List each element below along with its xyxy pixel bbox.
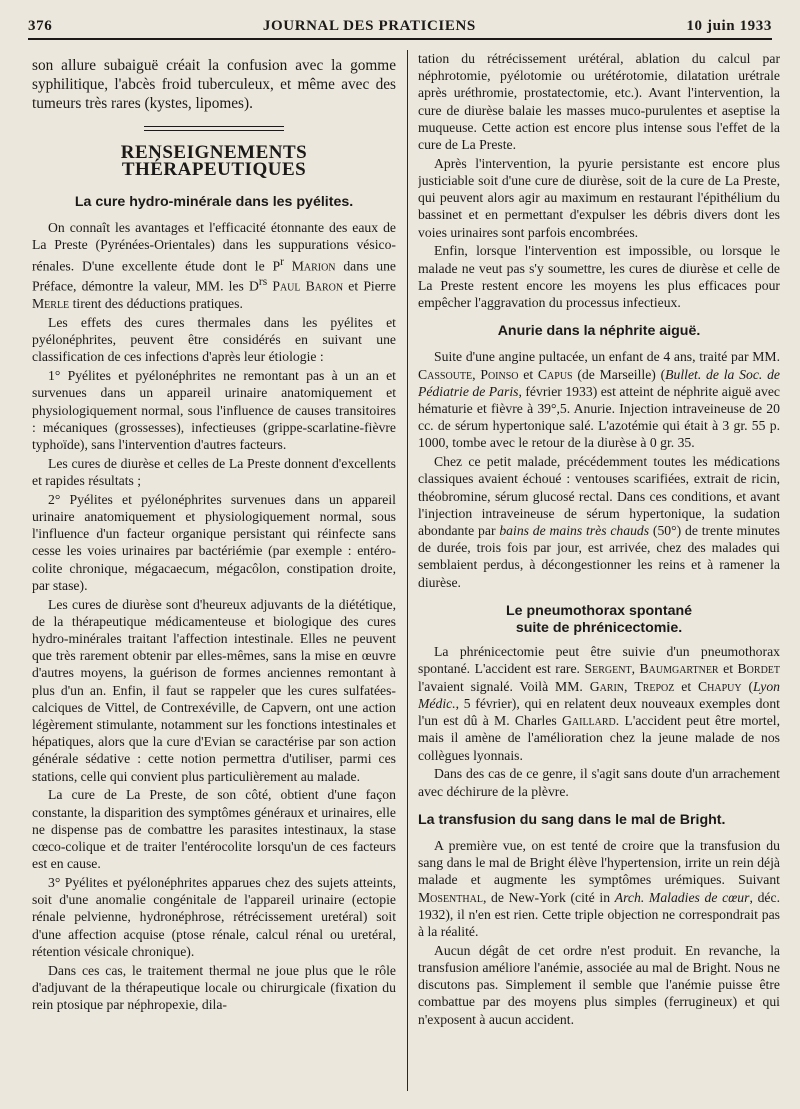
author-name: Paul Baron [272, 278, 344, 294]
column-divider [407, 50, 408, 1091]
paragraph: Suite d'une angine pultacée, un enfant de 4 ans, traité par MM. Cassoute, Poinso et Capus (de Marseille) (Bullet. de la Soc. de Pédiatrie de Paris, février 1933) est atteint de néphrite aiguë avec hématurie et fièvre à 39°,5. Anurie. Injection intraveineuse de 20 cc. de sérum hypertonique salé. L'azotémie qui était à 3 gr. 55 p. 1000, tombe avec le retour de la diurèse à 0 gr. 35. [418, 349, 780, 451]
paragraph: 2° Pyélites et pyélonéphrites survenues dans un appareil urinaire anatomiquement et physiologiquement normal, sous l'influence d'un facteur organique persistant qui réinfecte sans cesse les voies urinaires par bactériémie (par exemple : entéro-colite chronique, mégacaecum, mégacôlon, constipation droite, par stase). [32, 491, 396, 593]
page-number: 376 [28, 17, 53, 34]
paragraph: Dans ces cas, le traitement thermal ne joue plus que le rôle d'adjuvant de la thérapeutique locale ou chirurgicale (fixation du rein ptosique par néphropexie, dila- [32, 962, 396, 1013]
paragraph: tation du rétrécissement urétéral, ablation du calcul par néphrotomie, pyélotomie ou urétérotomie, dilatation urétrale après uréthromie, prostatectomie, etc.). Avant l'intervention, la cure de diurèse balaie les masses muco-purulentes et aseptise la muqueuse. Cette action est encore plus intense sous l'effet de la cure de La Preste. [418, 51, 780, 153]
paragraph: A première vue, on est tenté de croire que la transfusion du sang dans le mal de Bright élève l'hypertension, irrite un rein déjà malade et augmente les symptômes urémiques. Suivant Mosenthal, de New-York (cité in Arch. Maladies de cœur, déc. 1932), il n'en est rien. Cette triple objection ne correspondrait pas à la réalité. [418, 837, 780, 939]
author-name: Capus [537, 366, 573, 382]
paragraph: Dans des cas de ce genre, il s'agit sans doute d'un arrachement avec déchirure de la plèvre. [418, 766, 780, 799]
author-name: Poinso [480, 366, 519, 382]
paragraph: Chez ce petit malade, précédemment toutes les médications classiques avaient échoué : ventouses scarifiées, extrait de ricin, théobromine, sérum glucosé rectal. Dans ces conditions, et avant l'injection intraveineuse de sérum hypertonique, la sudation abondante par bains de mains très chauds (50°) de trente minutes de durée, trois fois par jour, est arrivée, chez des malades qui semblaient perdus, à décongestionner les reins et à ramener la diurèse. [418, 454, 780, 590]
subtitle-anurie: Anurie dans la néphrite aiguë. [497, 323, 701, 340]
paragraph: Aucun dégât de cet ordre n'est produit. En revanche, la transfusion améliore l'anémie, associée au mal de Bright. Nous ne discutons pas. Simplement il semble que l'anémie puisse être combattue par des moyens plus simples (ferrugineux) et qui n'exposent à aucun accident. [418, 942, 780, 1027]
paragraph: Enfin, lorsque l'intervention est impossible, ou lorsque le malade ne veut pas s'y soumettre, les cures de diurèse et celle de La Preste restent encore les moyens les plus efficaces pour empêcher l'aggravation du processus infectieux. [418, 243, 780, 311]
section-title: RENSEIGNEMENTS THÉRAPEUTIQUES [120, 141, 308, 180]
page-header [28, 14, 772, 38]
author-name: Merle [32, 296, 70, 312]
journal-reference: Arch. Maladies de cœur [614, 889, 750, 905]
paragraph: La cure de La Preste, de son côté, obtient d'une façon constante, la disparition des symptômes généraux et urinaires, elle ne dispense pas de combattre les parasites intestinaux, la stase cœco-colique et de traiter l'entérocolite lorsqu'un de ces facteurs est en cause. [32, 787, 396, 872]
paragraph: 3° Pyélites et pyélonéphrites apparues chez des sujets atteints, soit d'une anomalie congénitale de l'appareil urinaire (ectopie rénale pelvienne, hydronéphrose, rétrécissement uretéral) soit d'une affection acquise (ptose rénale, calcul rénal ou uretéral, rétention vésicale chronique). [32, 875, 396, 959]
subtitle-pneumothorax: Le pneumothorax spontané suite de phrénicectomie. [505, 602, 693, 637]
subtitle-transfusion: La transfusion du sang dans le mal de Bright. [418, 811, 726, 828]
article-tail: son allure subaiguë créait la confusion avec la gomme syphilitique, l'abcès froid tuberculeux, et même avec des tumeurs très rares (kystes, lipomes). [32, 57, 396, 113]
subtitle-pyelites: La cure hydro-minérale dans les pyélites. [74, 194, 354, 211]
paragraph: 1° Pyélites et pyélonéphrites ne remontant pas à un an et survenues dans un appareil urinaire anatomiquement et physiologiquement normal, sous l'influence de causes transitoires : mécaniques (grossesses), infectieuses (grippe-scarlatine-fièvre typhoïde), sans l'intervention d'autres facteurs. [32, 368, 396, 452]
journal-title: JOURNAL DES PRATICIENS [262, 17, 476, 34]
author-name: Marion [291, 258, 336, 274]
issue-date: 10 juin 1933 [686, 17, 772, 34]
paragraph: La phrénicectomie peut être suivie d'un pneumothorax spontané. L'accident est rare. Sergent, Baumgartner et Bordet l'avaient signalé. Voilà MM. Garin, Trepoz et Chapuy (Lyon Médic., 5 février), qui en relatent deux nouveaux exemples dont l'un est dû à M. Charles Gaillard. L'accident peut être mortel, mais il amène de l'amélioration chez la jeune malade de nos collègues lyonnais. [418, 644, 780, 763]
left-column [32, 56, 396, 1099]
paragraph: Après l'intervention, la pyurie persistante est encore plus justiciable soit d'une cure de diurèse, soit de la cure de La Preste, qui peuvent alors agir au maximum en restaurant l'épithélium du bassinet et en permettant d'expulser les débris divers dont les voies urinaires sont parfois encombrées. [418, 155, 780, 240]
header-rule [28, 38, 772, 40]
section-ornament [144, 126, 284, 134]
paragraph: Les cures de diurèse sont d'heureux adjuvants de la diététique, de la thérapeutique médicamenteuse et biologique des cures hydro-minérales traitant l'affection intestinale. Elles ne peuvent que très rarement obtenir par elles-mêmes, sans la mise en œuvre d'autres moyens, la guérison de formes anciennes remontant à plus d'un an. Enfin, il faut se rappeler que les cures sulfatées-calciques de Vittel, de Contrexéville, de Capvern, ont une action légèrement stimulante, notamment sur les fonctions intestinales et hépatiques, alors que la cure d'Evian se caractérise par son action générale sédative : cette notion permettra d'utiliser, parmi ces stations, celle qui convient plus particulièrement au malade. [32, 596, 396, 784]
paragraph: On connaît les avantages et l'efficacité étonnante des eaux de La Preste (Pyrénées-Orientales) dans les suppurations vésico-rénales. D'une excellente étude dont le $P^r$ Marion dans une Préface, démontre la valeur, MM. les $D^{rs}$ Paul Baron et Pierre Merle tirent des déductions pratiques. [32, 220, 396, 312]
right-column [418, 50, 780, 1099]
paragraph: Les effets des cures thermales dans les pyélites et pyélonéphrites, peuvent être considérés en suivant une classification de ces infections d'après leur étiologie : [32, 314, 396, 365]
journal-reference: Bullet. de la Soc. de Pédiatrie de Paris [418, 366, 780, 399]
journal-reference: Lyon Médic. [418, 678, 780, 711]
author-name: Cassoute [418, 366, 473, 382]
paragraph: Les cures de diurèse et celles de La Preste donnent d'excellents et rapides résultats ; [32, 455, 396, 488]
